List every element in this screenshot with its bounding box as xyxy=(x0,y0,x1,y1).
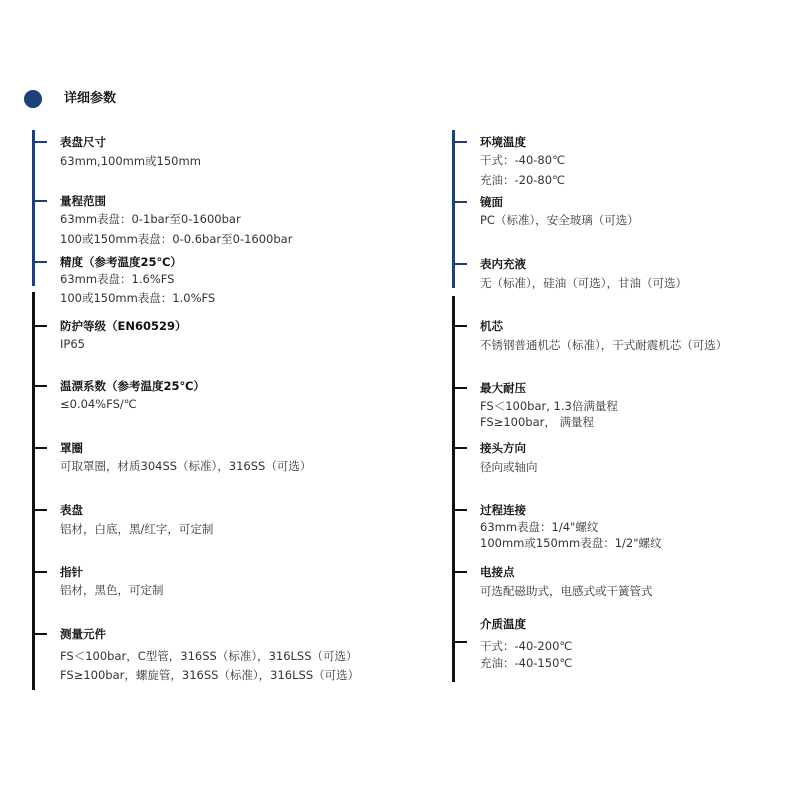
spec-label: 测量元件 xyxy=(60,627,106,641)
spec-label: 表内充液 xyxy=(480,257,526,271)
spec-value: 干式：-40-200℃ xyxy=(480,639,573,653)
spec-value: 无（标准），硅油（可选），甘油（可选） xyxy=(480,276,687,290)
spec-label: 介质温度 xyxy=(480,617,526,631)
spec-value: 63mm表盘：1/4"螺纹 xyxy=(480,520,599,534)
spec-value: FS＜100bar, 1.3倍满量程 xyxy=(480,399,618,413)
left-black-divider xyxy=(32,292,35,690)
right-black-divider xyxy=(452,296,455,682)
tick-mark xyxy=(34,385,47,387)
tick-mark xyxy=(454,641,467,643)
spec-value: ≤0.04%FS/℃ xyxy=(60,397,137,411)
tick-mark xyxy=(34,200,47,202)
spec-label: 罩圈 xyxy=(60,441,83,455)
tick-mark xyxy=(454,325,467,327)
spec-value: 63mm表盘：1.6%FS xyxy=(60,272,175,286)
spec-label: 表盘 xyxy=(60,503,83,517)
tick-mark xyxy=(454,447,467,449)
spec-value: 铝材，白底，黑/红字，可定制 xyxy=(60,522,214,536)
section-title: 详细参数 xyxy=(64,91,117,106)
spec-value: 100mm或150mm表盘：1/2"螺纹 xyxy=(480,536,662,550)
spec-value: 不锈钢普通机芯（标准），干式耐震机芯（可选） xyxy=(480,338,728,352)
section-header xyxy=(24,89,117,109)
spec-value: 径向或轴向 xyxy=(480,460,538,474)
spec-value: 可取罩圈，材质304SS（标准），316SS（可选） xyxy=(60,459,312,473)
tick-mark xyxy=(34,571,47,573)
spec-value: 充油：-40-150℃ xyxy=(480,656,573,670)
tick-mark xyxy=(34,633,47,635)
spec-label: 镜面 xyxy=(480,195,503,209)
tick-mark xyxy=(34,261,47,263)
spec-label: 过程连接 xyxy=(480,503,526,517)
tick-mark xyxy=(454,263,467,265)
spec-value: 100或150mm表盘：0-0.6bar至0-1600bar xyxy=(60,232,293,246)
spec-value: FS≥100bar，螺旋管，316SS（标准），316LSS（可选） xyxy=(60,668,360,682)
tick-mark xyxy=(34,325,47,327)
tick-mark xyxy=(454,387,467,389)
tick-mark xyxy=(34,141,47,143)
tick-mark xyxy=(454,141,467,143)
spec-value: 干式：-40-80℃ xyxy=(480,153,565,167)
spec-value: 可选配磁助式，电感式或干簧管式 xyxy=(480,584,653,598)
spec-value: IP65 xyxy=(60,337,85,351)
tick-mark xyxy=(34,447,47,449)
spec-value: 铝材，黑色，可定制 xyxy=(60,583,164,597)
spec-label: 环境温度 xyxy=(480,135,526,149)
spec-label: 机芯 xyxy=(480,319,503,333)
spec-label: 精度（参考温度25℃） xyxy=(60,255,182,269)
spec-value: 63mm,100mm或150mm xyxy=(60,154,201,168)
spec-label: 电接点 xyxy=(480,565,515,579)
spec-label: 接头方向 xyxy=(480,441,526,455)
spec-value: PC（标准），安全玻璃（可选） xyxy=(480,213,639,227)
tick-mark xyxy=(454,571,467,573)
spec-label: 表盘尺寸 xyxy=(60,135,106,149)
spec-label: 指针 xyxy=(60,565,83,579)
spec-label: 防护等级（EN60529） xyxy=(60,319,187,333)
spec-value: FS＜100bar，C型管，316SS（标准），316LSS（可选） xyxy=(60,649,358,663)
spec-value: 充油：-20-80℃ xyxy=(480,173,565,187)
spec-label: 最大耐压 xyxy=(480,381,526,395)
tick-mark xyxy=(34,509,47,511)
spec-value: 100或150mm表盘：1.0%FS xyxy=(60,291,216,305)
spec-value: 63mm表盘：0-1bar至0-1600bar xyxy=(60,212,241,226)
bullet-dot-icon xyxy=(24,90,42,108)
spec-value: FS≥100bar， 满量程 xyxy=(480,415,595,429)
tick-mark xyxy=(454,201,467,203)
spec-label: 量程范围 xyxy=(60,194,106,208)
tick-mark xyxy=(454,509,467,511)
spec-label: 温漂系数（参考温度25℃） xyxy=(60,379,205,393)
